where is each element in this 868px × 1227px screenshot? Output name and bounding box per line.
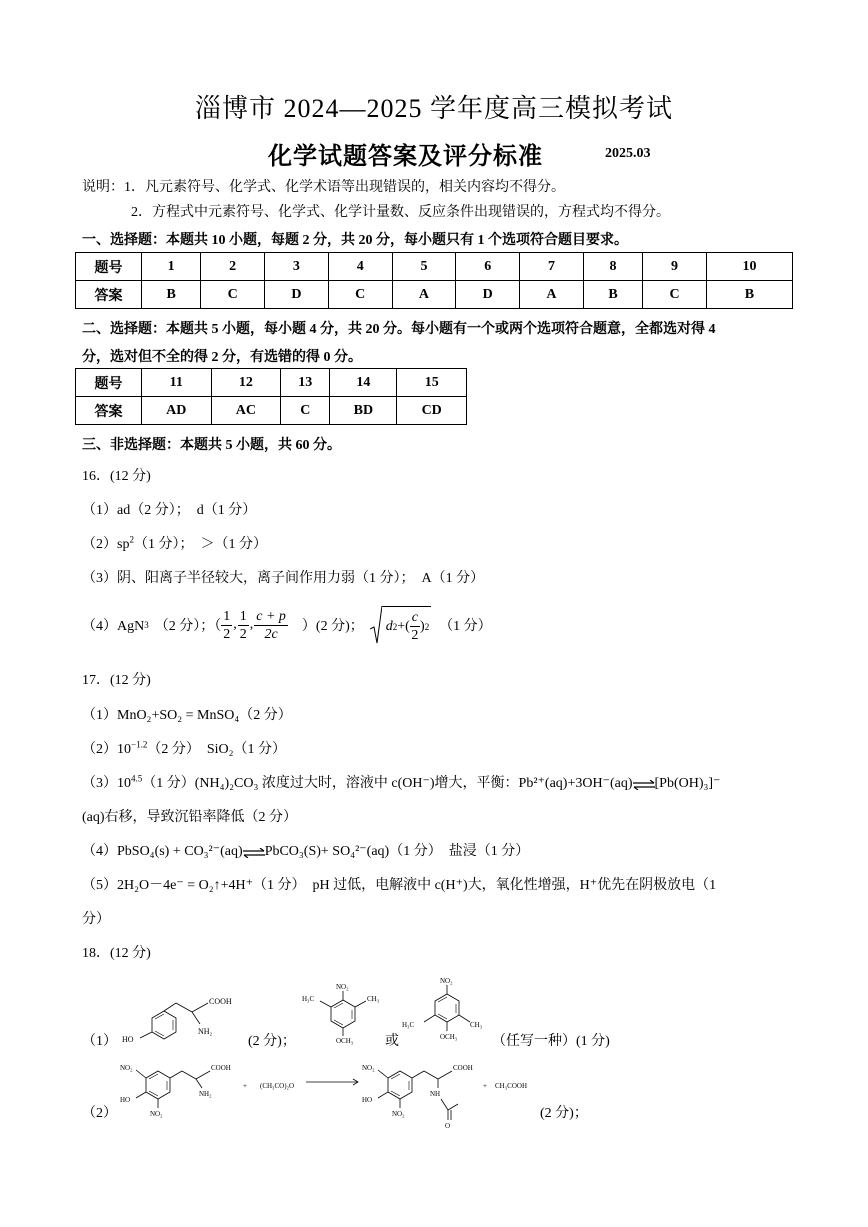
section2-heading-line1: 二、选择题：本题共 5 小题，每小题 4 分，共 20 分。每小题有一个或两个选项符合题意，全都选对得 4	[82, 322, 716, 337]
svg-text:+: +	[483, 1082, 487, 1090]
note-2: 2．方程式中元素符号、化学式、化学计量数、反应条件出现错误的，方程式均不得分。	[131, 205, 670, 220]
q18-title: 18．(12 分)	[82, 946, 151, 961]
svg-text:COOH: COOH	[453, 1064, 473, 1072]
answer-cell: B	[142, 281, 201, 309]
table-row-answers	[76, 281, 793, 309]
answer-cell: B	[583, 281, 642, 309]
section3-heading: 三、非选择题：本题共 5 小题，共 60 分。	[82, 438, 341, 453]
svg-text:CH₃COOH: CH₃COOH	[495, 1082, 527, 1090]
question-cell: 11	[142, 369, 212, 397]
answer-cell: C	[643, 281, 707, 309]
svg-text:NO₂: NO₂	[392, 1110, 405, 1118]
answer-cell: B	[706, 281, 792, 309]
equilibrium-arrow-icon	[633, 779, 655, 789]
table-row-questions	[76, 369, 467, 397]
fraction-half: $\frac{1}{2}$	[223, 608, 231, 642]
row-label: 题号	[76, 369, 142, 397]
svg-text:(CH₃CO)₂O: (CH₃CO)₂O	[260, 1082, 295, 1090]
svg-text:NO₂: NO₂	[120, 1064, 133, 1072]
question-cell: 3	[265, 253, 329, 281]
reaction-equation	[110, 1058, 550, 1153]
q17-part5-line1: （5）2H₂O－4e⁻ = O₂↑+4H⁺（1 分） pH 过低，电解液中 c(H⁺)大，氧化性增强，H⁺优先在阴极放电（1	[82, 878, 717, 893]
q16-part4: （4）AgN 3 （2 分）；（ $\frac{1}{2}$ , $\frac{1}{2}$ , $\frac{c + p}{2c}$ ）(2 分)； d 2 +( $\frac{c}{2}$ ) 2 （1 分）	[82, 603, 492, 647]
q16-title: 16．(12 分)	[82, 469, 151, 484]
fraction-cp-2c: $\frac{c + p}{2c}$	[256, 608, 286, 642]
answer-cell: C	[201, 281, 265, 309]
svg-text:NH: NH	[430, 1090, 441, 1098]
svg-text:HO: HO	[120, 1096, 131, 1104]
question-cell: 7	[520, 253, 584, 281]
note-1: 说明：1．凡元素符号、化学式、化学术语等出现错误的，相关内容均不得分。	[82, 180, 565, 195]
date-label: 2025.03	[605, 146, 651, 161]
answer-cell: A	[392, 281, 456, 309]
question-cell: 15	[397, 369, 467, 397]
answer-cell: CD	[397, 397, 467, 425]
svg-text:OCH₃: OCH₃	[440, 1033, 458, 1041]
q18-part1-score: (2 分)；	[248, 1034, 296, 1049]
answer-cell: C	[328, 281, 392, 309]
section2-answer-table	[75, 368, 467, 425]
svg-text:OCH₃: OCH₃	[336, 1037, 354, 1045]
answer-cell: D	[265, 281, 329, 309]
svg-text:HO: HO	[122, 1035, 134, 1044]
question-cell: 4	[328, 253, 392, 281]
section1-answer-table	[75, 252, 793, 309]
row-label: 答案	[76, 397, 142, 425]
answer-cell: C	[281, 397, 330, 425]
fraction-half: $\frac{1}{2}$	[239, 608, 247, 642]
answer-cell: AD	[142, 397, 212, 425]
question-cell: 13	[281, 369, 330, 397]
question-cell: 9	[643, 253, 707, 281]
answer-cell: D	[456, 281, 520, 309]
q17-part5-line2: 分）	[82, 912, 110, 927]
answer-cell: A	[520, 281, 584, 309]
svg-text:COOH: COOH	[211, 1064, 231, 1072]
q18-part1-label: （1）	[82, 1034, 117, 1049]
row-label: 答案	[76, 281, 142, 309]
q17-title: 17．(12 分)	[82, 673, 151, 688]
row-label: 题号	[76, 253, 142, 281]
q16-part2: $(2)sp^2(1$ 分）； ＞（1 分）	[82, 534, 267, 552]
q16-part1: （1）ad（2 分）； d（1 分）	[82, 503, 257, 518]
structure-tyrosine	[112, 990, 252, 1060]
svg-text:NH₂: NH₂	[199, 1090, 212, 1098]
q17-part2: $(2)10^{-1.2}(2$ 分） SiO₂（1 分）	[82, 739, 286, 757]
section1-heading: 一、选择题：本题共 10 小题，每题 2 分，共 20 分，每小题只有 1 个选项符合题目要求。	[82, 233, 628, 248]
section2-heading-line2: 分，选对但不全的得 2 分，有选错的得 0 分。	[82, 350, 362, 365]
question-cell: 1	[142, 253, 201, 281]
svg-text:CH₃: CH₃	[470, 1021, 483, 1029]
question-cell: 8	[583, 253, 642, 281]
svg-text:NO₂: NO₂	[440, 977, 453, 985]
svg-text:CH₃: CH₃	[367, 995, 380, 1003]
svg-text:HO: HO	[362, 1096, 373, 1104]
question-cell: 12	[211, 369, 281, 397]
equilibrium-arrow-icon	[243, 847, 265, 857]
structure-nitro-ether-b	[400, 972, 495, 1067]
svg-text:NO₂: NO₂	[150, 1110, 163, 1118]
q16-part3: （3）阴、阳离子半径较大，离子间作用力弱（1 分）； A（1 分）	[82, 571, 485, 586]
q17-part3-line1: $(3)10^{4.5}(1$ 分）(NH₄)₂CO₃ 浓度过大时，溶液中 c(OH⁻)增大，平衡：Pb²⁺(aq)+3OH⁻(aq) [Pb(OH)₃]⁻	[82, 773, 721, 791]
table-row-answers	[76, 397, 467, 425]
q18-part1-note: （任写一种）(1 分)	[492, 1034, 610, 1049]
answer-cell: AC	[211, 397, 281, 425]
radical-sign	[370, 605, 382, 645]
page-subtitle: 化学试题答案及评分标准	[268, 144, 543, 170]
svg-text:NO₂: NO₂	[336, 983, 349, 991]
page-title: 淄博市 2024—2025 学年度高三模拟考试	[194, 94, 673, 123]
question-cell: 6	[456, 253, 520, 281]
q18-part1-or: 或	[385, 1034, 399, 1049]
q18-part2-label: （2）	[82, 1106, 117, 1121]
question-cell: 5	[392, 253, 456, 281]
q17-part1: （1）MnO₂+SO₂ = MnSO₄（2 分）	[82, 708, 292, 723]
q17-part4: （4）PbSO₄(s) + CO₃²⁻(aq) PbCO₃(S)+ SO₄²⁻(aq)（1 分） 盐浸（1 分）	[82, 844, 530, 859]
sqrt-expression: d 2 +( $\frac{c}{2}$ ) 2	[370, 605, 431, 645]
svg-text:NH₂: NH₂	[198, 1027, 213, 1036]
answer-cell: BD	[330, 397, 397, 425]
q17-part3-line2: (aq)右移，导致沉铅率降低（2 分）	[82, 810, 298, 825]
svg-text:NO₂: NO₂	[362, 1064, 375, 1072]
question-cell: 2	[201, 253, 265, 281]
table-row-questions	[76, 253, 793, 281]
svg-text:COOH: COOH	[209, 997, 232, 1006]
structure-nitro-ether-a	[298, 980, 388, 1053]
svg-text:+: +	[243, 1082, 247, 1090]
q18-part2-score: (2 分)；	[540, 1106, 588, 1121]
svg-text:O: O	[445, 1122, 451, 1130]
svg-text:H₃C: H₃C	[302, 995, 315, 1003]
svg-text:H₃C: H₃C	[402, 1021, 415, 1029]
question-cell: 14	[330, 369, 397, 397]
question-cell: 10	[706, 253, 792, 281]
